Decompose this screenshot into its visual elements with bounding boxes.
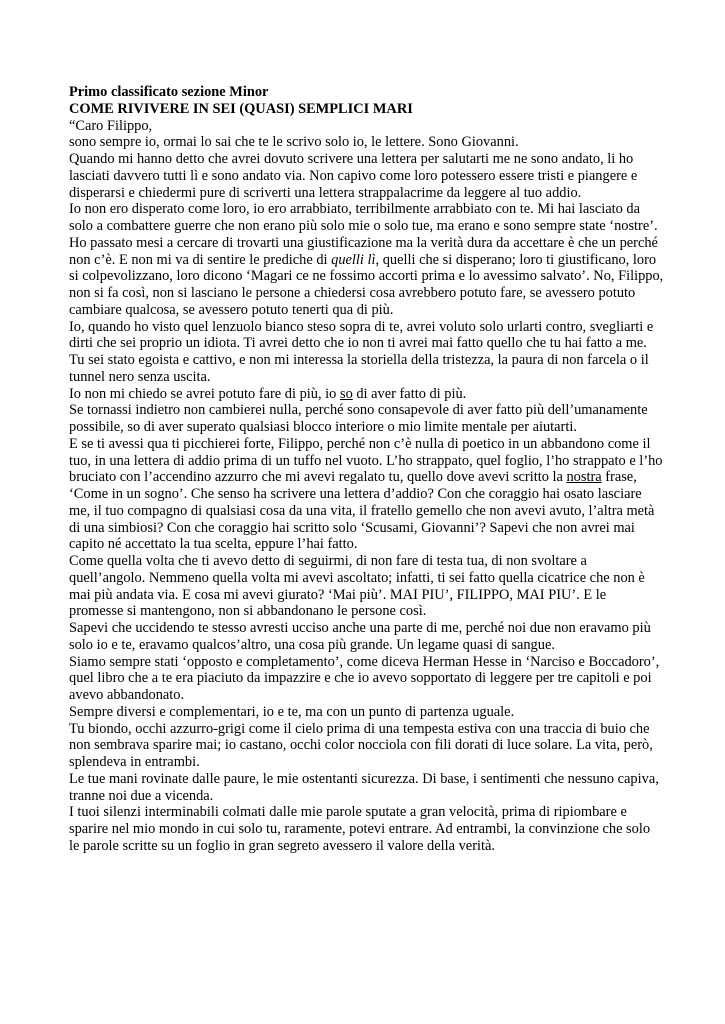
document-page — [69, 84, 664, 855]
paragraph-11: Siamo sempre stati ‘opposto e completamento’, come diceva Herman Hesse in ‘Narciso e Boccadoro’, quel libro che a te era piaciuto da impazzire e che io avevo sopportato di leggere per tre capitoli e poi avevo abbandonato. — [69, 653, 660, 703]
emphasized-phrase: quelli lì — [331, 251, 376, 268]
paragraph-4-text-a: Ho passato mesi a cercare di trovarti una giustificazione ma la verità dura da accettare è che un perché non c’è. E non mi va di sentire le prediche di — [69, 234, 658, 268]
document-title: COME RIVIVERE IN SEI (QUASI) SEMPLICI MARI — [69, 100, 413, 117]
paragraph-4-text-b: , quelli che si disperano; loro ti giustificano, loro si colpevolizzano, loro dicono ‘Magari ce ne fossimo accorti prima e lo avessimo salvato’. No, Filippo, non si fa così, non si lasciano le persone a chiedersi cosa avrebbero potuto fare, se avessero potuto cambiare qualcosa, se avessero potuto tenerti qua di più. — [69, 251, 664, 318]
paragraph-6-text-a: Io non mi chiedo se avrei potuto fare di più, io — [69, 385, 340, 402]
paragraph-6-text-b: di aver fatto di più. — [352, 385, 467, 402]
paragraph-10: Sapevi che uccidendo te stesso avresti ucciso anche una parte di me, perché noi due non eravamo più solo io e te, eravamo qualcos’altro, una cosa più grande. Un legame quasi di sangue. — [69, 620, 651, 653]
paragraph-8-text-b: frase, ‘Come in un sogno’. Che senso ha scrivere una lettera d’addio? Con che coraggio hai osato lasciare me, il tuo compagno di qualsiasi cosa da una vita, il fratello gemello che non avevi avuto, l’altra metà di una simbiosi? Con che coraggio hai scritto solo ‘Scusami, Giovanni’? Sapevi che non avrei mai capito né accettato la tua scelta, eppure l’hai fatto. — [69, 469, 655, 553]
paragraph-8-text-a: E se ti avessi qua ti picchierei forte, Filippo, perché non c’è nulla di poetico in un abbandono come il tuo, in una lettera di addio prima di un tuffo nel vuoto. L’ho strappato, quel foglio, l’ho strappato e l’ho bruciato con l’accendino azzurro che mi avevi regalato tu, quello dove avevi scritto la — [69, 435, 663, 486]
paragraph-8 — [69, 436, 664, 553]
paragraph-2: Quando mi hanno detto che avrei dovuto scrivere una lettera per salutarti me ne sono andato, li ho lasciati davvero tutti lì e sono andato via. Non capivo come loro potessero essere tristi e piangere e disperarsi e chiedermi pure di scriverti una lettera strappalacrime da leggere al tuo addio. — [69, 151, 638, 201]
underlined-word-so: so — [339, 385, 353, 402]
section-label: Primo classificato sezione Minor — [69, 84, 269, 100]
salutation: “Caro Filippo, — [69, 117, 153, 134]
paragraph-6 — [69, 386, 664, 403]
paragraph-15: I tuoi silenzi interminabili colmati dalle mie parole sputate a gran velocità, prima di ripiombare e sparire nel mio mondo in cui solo tu, raramente, potevi entrare. Ad entrambi, la convinzione che solo le parole scritte su un foglio in gran segreto avessero il valore della verità. — [69, 804, 651, 854]
paragraph-4 — [69, 235, 664, 319]
paragraph-1: sono sempre io, ormai lo sai che te le scrivo solo io, le lettere. Sono Giovanni. — [69, 134, 519, 151]
paragraph-12: Sempre diversi e complementari, io e te, ma con un punto di partenza uguale. — [69, 703, 515, 720]
paragraph-14: Le tue mani rovinate dalle paure, le mie ostentanti sicurezza. Di base, i sentimenti che nessuno capiva, tranne noi due a vicenda. — [69, 770, 659, 804]
paragraph-13: Tu biondo, occhi azzurro-grigi come il cielo prima di una tempesta estiva con una traccia di buio che non sembrava sparire mai; io castano, occhi color nocciola con fili dorati di luce solare. La vita, però, splendeva in entrambi. — [69, 720, 653, 770]
paragraph-9: Come quella volta che ti avevo detto di seguirmi, di non fare di testa tua, di non svoltare a quell’angolo. Nemmeno quella volta mi avevi ascoltato; infatti, ti sei fatto quella cicatrice che non è mai più andata via. E cosa mi avevi giurato? ‘Mai più’. MAI PIU’, FILIPPO, MAI PIU’. E le promesse si mantengono, non si abbandonano le persone così. — [69, 553, 645, 620]
paragraph-7: Se tornassi indietro non cambierei nulla, perché sono consapevole di aver fatto più dell’umanamente possibile, so di aver superato qualsiasi blocco interiore o mio limite mentale per aiutarti. — [69, 402, 648, 435]
paragraph-3: Io non ero disperato come loro, io ero arrabbiato, terribilmente arrabbiato con te. Mi hai lasciato da solo a combattere guerre che non erano più solo mie o solo tue, ma erano e sono sempre state ‘nostre’. — [69, 201, 658, 234]
paragraph-5: Io, quando ho visto quel lenzuolo bianco steso sopra di te, avrei voluto solo urlarti contro, svegliarti e dirti che sei proprio un idiota. Ti avrei detto che io non ti avrei mai fatto quello che tu hai fatto a me. Tu sei stato egoista e cattivo, e non mi interessa la storiella della tristezza, la paura di non farcela o il tunnel nero senza uscita. — [69, 318, 654, 385]
underlined-word-nostra: nostra — [566, 469, 602, 486]
